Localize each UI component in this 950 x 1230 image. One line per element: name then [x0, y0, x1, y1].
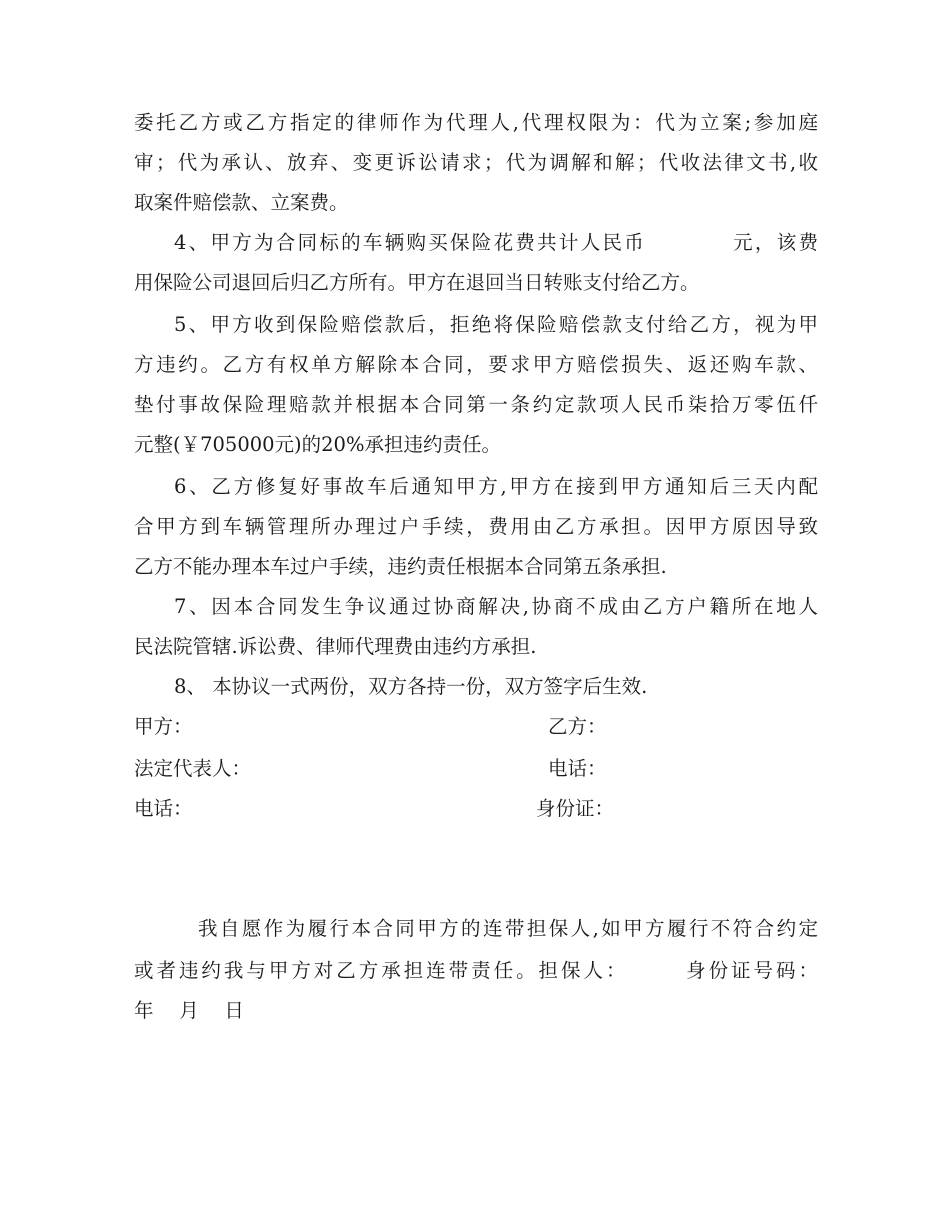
- clause-6-line-3: 乙方不能办理本车过户手续，违约责任根据本合同第五条承担.: [134, 555, 667, 578]
- clause-4-line-2: 用保险公司退回后归乙方所有。甲方在退回当日转账支付给乙方。: [134, 271, 700, 294]
- party-a-label: 甲方：: [134, 715, 193, 738]
- party-a-phone-label: 电话：: [134, 797, 193, 820]
- clause-6-line-2: 合甲方到车辆管理所办理过户手续，费用由乙方承担。因甲方原因导致: [134, 515, 818, 538]
- clause-7-line-2: 民法院管辖.诉讼费、律师代理费由违约方承担.: [134, 635, 537, 658]
- clause-5-line-2: 方违约。乙方有权单方解除本合同，要求甲方赔偿损失、返还购车款、: [134, 353, 818, 376]
- clause-5-line-3: 垫付事故保险理赔款并根据本合同第一条约定款项人民币柒拾万零伍仟: [134, 393, 818, 416]
- clause-8-line-1: 8、 本协议一式两份，双方各持一份，双方签字后生效.: [174, 675, 648, 698]
- clause-5-line-4: 元整(￥705000元)的20%承担违约责任。: [134, 433, 501, 456]
- clause-3-line-1: 委托乙方或乙方指定的律师作为代理人,代理权限为：代为立案;参加庭: [134, 111, 818, 134]
- clause-3-line-2: 审；代为承认、放弃、变更诉讼请求；代为调解和解；代收法律文书,收: [134, 151, 818, 174]
- guarantee-line-2: 或者违约我与甲方对乙方承担连带责任。担保人： 身份证号码：: [134, 959, 818, 982]
- clause-6-line-1: 6、乙方修复好事故车后通知甲方,甲方在接到甲方通知后三天内配: [174, 475, 818, 498]
- clause-7-line-1: 7、因本合同发生争议通过协商解决,协商不成由乙方户籍所在地人: [174, 595, 818, 618]
- clause-4-line-1: 4、甲方为合同标的车辆购买保险花费共计人民币 元，该费: [174, 231, 818, 254]
- guarantee-line-1: 我自愿作为履行本合同甲方的连带担保人,如甲方履行不符合约定: [198, 917, 818, 940]
- guarantee-date-line: 年 月 日: [134, 999, 244, 1022]
- legal-representative-label: 法定代表人：: [134, 757, 252, 780]
- party-b-label: 乙方：: [548, 715, 607, 738]
- party-b-phone-label: 电话：: [548, 757, 607, 780]
- clause-5-line-1: 5、甲方收到保险赔偿款后，拒绝将保险赔偿款支付给乙方，视为甲: [174, 313, 818, 336]
- clause-3-line-3: 取案件赔偿款、立案费。: [134, 191, 349, 214]
- party-b-id-label: 身份证：: [536, 797, 615, 820]
